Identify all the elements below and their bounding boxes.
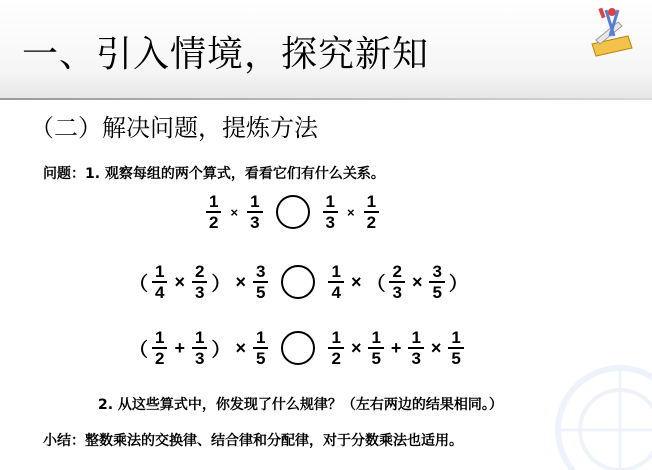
numerator: 3 (256, 262, 266, 281)
denominator: 4 (155, 283, 165, 302)
numerator: 1 (155, 262, 165, 281)
compare-circle[interactable] (281, 265, 315, 299)
fraction (152, 328, 167, 368)
times-sign: × (230, 204, 239, 220)
numerator: 1 (366, 192, 377, 211)
denominator: 5 (256, 283, 266, 302)
section-subtitle: （二）解决问题，提炼方法 (30, 114, 318, 142)
denominator: 2 (331, 349, 341, 368)
compare-circle[interactable] (281, 331, 315, 365)
fraction (448, 328, 463, 368)
left-paren: （ (129, 273, 149, 295)
fraction (429, 262, 444, 302)
compare-circle[interactable] (276, 195, 310, 229)
left-paren: （ (366, 273, 386, 295)
question-1: 问题：1. 观察每组的两个算式，看看它们有什么关系。 (43, 166, 385, 182)
times-sign: × (350, 271, 362, 292)
numerator: 1 (195, 328, 205, 347)
numerator: 2 (392, 262, 402, 281)
numerator: 1 (256, 328, 266, 347)
denominator: 2 (209, 213, 219, 232)
fraction (328, 262, 343, 302)
right-paren: ） (211, 273, 231, 295)
numerator: 1 (331, 328, 341, 347)
times-sign: × (174, 271, 185, 292)
denominator: 5 (256, 349, 266, 368)
plus-sign: + (174, 337, 185, 358)
numerator: 1 (371, 328, 381, 347)
fraction (253, 328, 268, 368)
expression-row-1 (203, 192, 382, 232)
slide-title: 一、引入情境，探究新知 (22, 34, 430, 75)
fraction (364, 192, 379, 232)
expression-row-2 (128, 262, 469, 302)
fraction (368, 328, 383, 368)
denominator: 3 (411, 349, 421, 368)
numerator: 1 (411, 328, 421, 347)
times-sign: × (235, 271, 246, 292)
fraction (192, 328, 207, 368)
times-sign: × (350, 337, 362, 358)
fraction (323, 192, 338, 232)
title-divider (0, 98, 652, 100)
denominator: 3 (195, 283, 205, 302)
fraction (408, 328, 423, 368)
numerator: 1 (325, 192, 335, 211)
fraction (389, 262, 404, 302)
summary-text: 小结：整数乘法的交换律、结合律和分配律，对于分数乘法也适用。 (43, 433, 463, 449)
denominator: 5 (451, 349, 461, 368)
times-sign: × (430, 337, 442, 358)
plus-sign: + (390, 337, 402, 358)
numerator: 1 (331, 262, 341, 281)
numerator: 1 (451, 328, 461, 347)
fraction (328, 328, 343, 368)
fraction (192, 262, 207, 302)
times-sign: × (235, 337, 246, 358)
fraction (253, 262, 268, 302)
denominator: 5 (432, 283, 442, 302)
question-2: 2. 从这些算式中，你发现了什么规律？（左右两边的结果相同。） (98, 397, 503, 413)
numerator: 2 (195, 262, 205, 281)
numerator: 1 (250, 192, 260, 211)
denominator: 3 (392, 283, 402, 302)
left-paren: （ (129, 339, 149, 361)
fraction (247, 192, 262, 232)
numerator: 1 (209, 192, 219, 211)
denominator: 5 (371, 349, 381, 368)
fraction (152, 262, 167, 302)
right-paren: ） (211, 339, 231, 361)
fraction (206, 192, 221, 232)
denominator: 3 (250, 213, 260, 232)
numerator: 1 (155, 328, 165, 347)
times-sign: × (347, 204, 355, 220)
expression-row-3 (128, 328, 467, 368)
denominator: 2 (366, 213, 377, 232)
circle-watermark (520, 330, 652, 470)
denominator: 2 (155, 349, 165, 368)
denominator: 3 (325, 213, 335, 232)
denominator: 4 (331, 283, 341, 302)
stationery-icon (588, 6, 634, 58)
times-sign: × (411, 271, 423, 292)
right-paren: ） (448, 273, 468, 295)
denominator: 3 (195, 349, 205, 368)
numerator: 3 (432, 262, 442, 281)
